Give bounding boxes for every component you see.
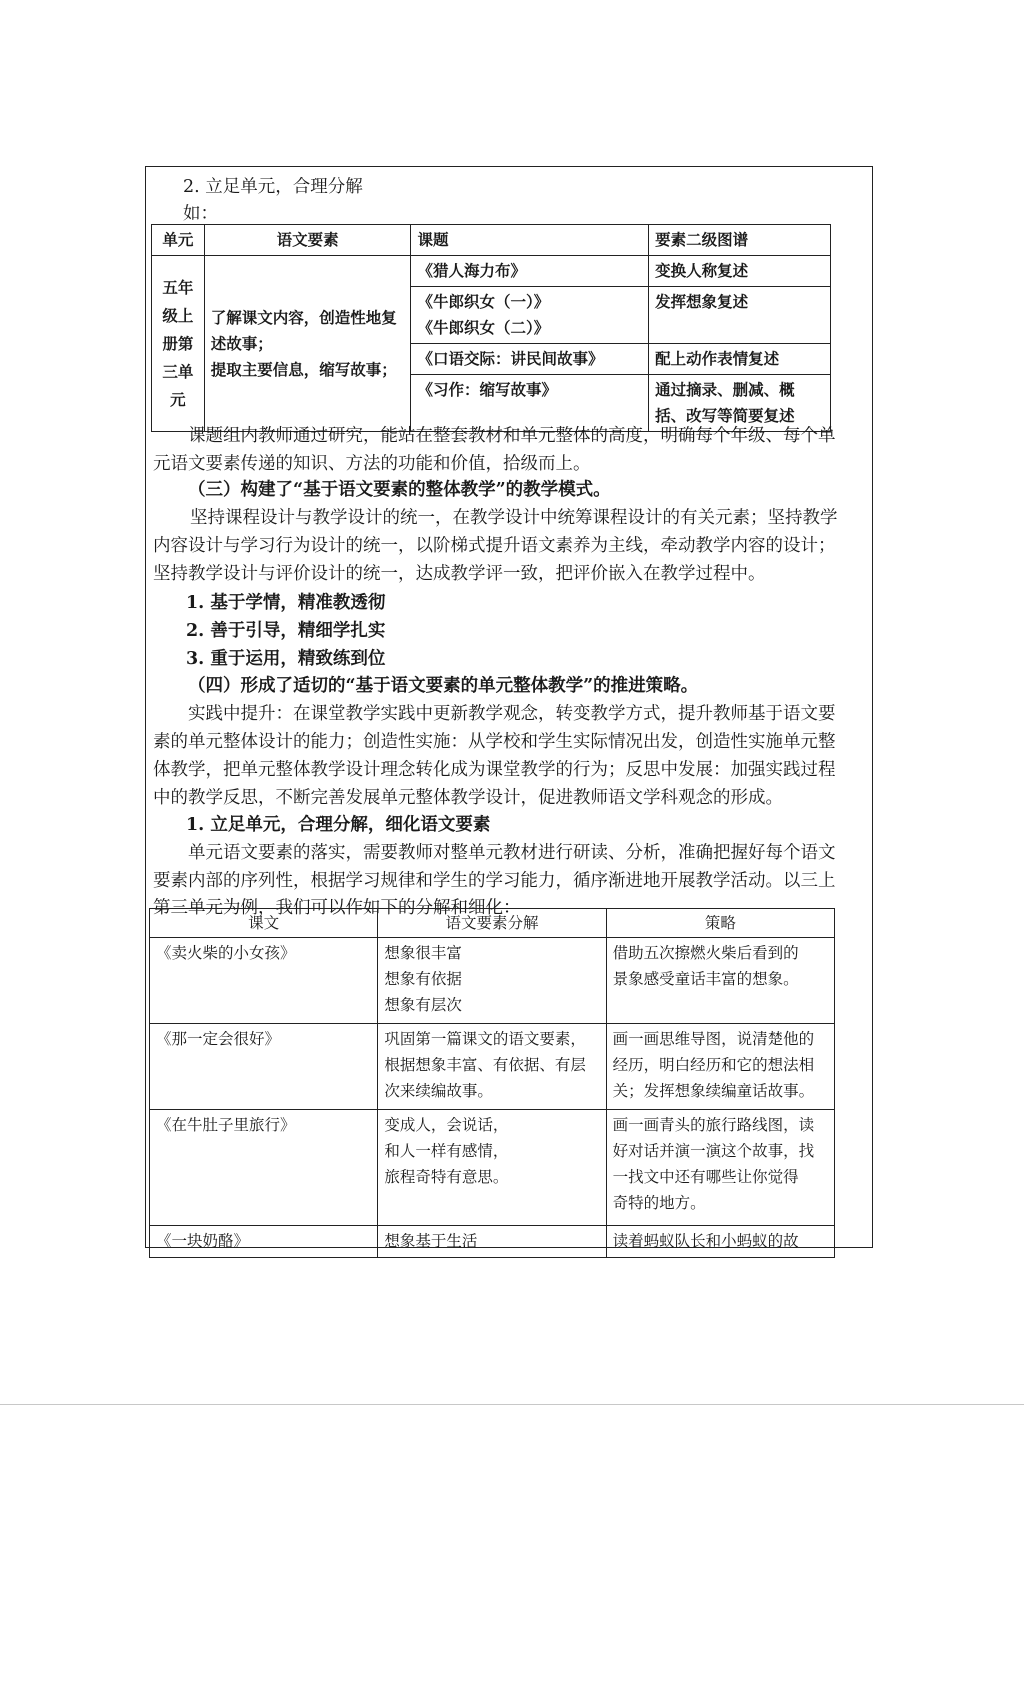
breakdown-line: 想象有层次 bbox=[384, 996, 462, 1014]
strategy-line: 借助五次擦燃火柴后看到的 bbox=[612, 944, 799, 962]
header-element: 语文要素 bbox=[204, 225, 411, 256]
paragraph-line: 中的教学反思，不断完善发展单元整体教学设计，促进教师语文学科观念的形成。 bbox=[153, 788, 783, 808]
breakdown-line: 变成人，会说话， bbox=[384, 1116, 509, 1134]
element-line: 提取主要信息，缩写故事； bbox=[210, 359, 397, 379]
skill-cell: 配上动作表情复述 bbox=[649, 344, 831, 375]
strategy-cell bbox=[606, 938, 834, 1024]
lesson-line: 《牛郎织女（一）》 bbox=[417, 292, 550, 311]
section-heading-4: （四）形成了适切的“基于语文要素的单元整体教学”的推进策略。 bbox=[188, 676, 699, 696]
skill-line: 括、改写等简要复述 bbox=[655, 406, 795, 425]
breakdown-line: 根据想象丰富、有依据、有层 bbox=[384, 1056, 586, 1074]
strategy-line: 一找文中还有哪些让你觉得 bbox=[612, 1168, 799, 1186]
point-3: 3. 重于运用，精致练到位 bbox=[186, 649, 386, 669]
lesson-cell: 《卖火柴的小女孩》 bbox=[150, 938, 378, 1024]
skill-cell: 变换人称复述 bbox=[649, 256, 831, 287]
lesson-cell bbox=[411, 287, 649, 344]
header-skill: 要素二级图谱 bbox=[649, 225, 831, 256]
breakdown-cell bbox=[378, 1024, 606, 1110]
paragraph-line: 体教学，把单元整体教学设计理念转化成为课堂教学的行为；反思中发展：加强实践过程 bbox=[153, 760, 836, 780]
strategy-cell bbox=[606, 1024, 834, 1110]
strategy-line: 好对话并演一演这个故事，找 bbox=[612, 1142, 815, 1160]
element-line: 了解课文内容，创造性地复述故事； bbox=[210, 307, 397, 353]
breakdown-line: 旅程奇特有意思。 bbox=[384, 1168, 509, 1186]
strategy-line: 经历，明白经历和它的想法相 bbox=[612, 1056, 815, 1074]
breakdown-table bbox=[149, 908, 835, 1258]
header-lesson: 课题 bbox=[411, 225, 649, 256]
header-breakdown: 语文要素分解 bbox=[378, 909, 606, 938]
item2-title: 2. 立足单元，合理分解 bbox=[183, 177, 363, 197]
header-unit: 单元 bbox=[152, 225, 205, 256]
strategy-line: 景象感受童话丰富的想象。 bbox=[612, 970, 799, 988]
breakdown-line: 想象很丰富 bbox=[384, 944, 462, 962]
breakdown-cell: 想象基于生活 bbox=[378, 1226, 606, 1258]
ru-label: 如： bbox=[183, 204, 218, 224]
point-2: 2. 善于引导，精细学扎实 bbox=[186, 621, 386, 641]
paragraph-line: 素的单元整体设计的能力；创造性实施：从学校和学生实际情况出发，创造性实施单元整 bbox=[153, 732, 836, 752]
skill-line: 通过摘录、删减、概 bbox=[655, 380, 795, 399]
paragraph-line: 坚持教学设计与评价设计的统一，达成教学评一致，把评价嵌入在教学过程中。 bbox=[153, 564, 766, 584]
paragraph-line: 课题组内教师通过研究，能站在整套教材和单元整体的高度，明确每个年级、每个单 bbox=[188, 426, 836, 446]
breakdown-line: 想象有依据 bbox=[384, 970, 462, 988]
skill-cell: 发挥想象复述 bbox=[649, 287, 831, 344]
breakdown-line: 和人一样有感情， bbox=[384, 1142, 509, 1160]
unit-cell: 五年级上册第三单元 bbox=[152, 256, 205, 432]
breakdown-cell bbox=[378, 938, 606, 1024]
scan-edge-line bbox=[0, 1404, 1024, 1405]
lesson-cell: 《一块奶酪》 bbox=[150, 1226, 378, 1258]
lesson-cell: 《那一定会很好》 bbox=[150, 1024, 378, 1110]
paragraph-line: 单元语文要素的落实，需要教师对整单元教材进行研读、分析，准确把握好每个语文 bbox=[188, 843, 836, 863]
header-text: 课文 bbox=[150, 909, 378, 938]
lesson-cell: 《习作：缩写故事》 bbox=[411, 375, 649, 432]
lesson-cell: 《在牛肚子里旅行》 bbox=[150, 1110, 378, 1226]
point-1: 1. 基于学情，精准教透彻 bbox=[186, 593, 386, 613]
paragraph-line: 元语文要素传递的知识、方法的功能和价值，拾级而上。 bbox=[153, 454, 591, 474]
paragraph-line: 实践中提升：在课堂教学实践中更新教学观念，转变教学方式，提升教师基于语文要 bbox=[188, 704, 836, 724]
strategy-cell bbox=[606, 1110, 834, 1226]
strategy-line: 关；发挥想象续编童话故事。 bbox=[612, 1082, 815, 1100]
section-heading-3: （三）构建了“基于语文要素的整体教学”的教学模式。 bbox=[188, 480, 611, 500]
breakdown-line: 次来续编故事。 bbox=[384, 1082, 493, 1100]
strategy-cell: 读着蚂蚁队长和小蚂蚁的故 bbox=[606, 1226, 834, 1258]
paragraph-line: 要素内部的序列性，根据学习规律和学生的学习能力，循序渐进地开展教学活动。以三上 bbox=[153, 871, 836, 891]
header-strategy: 策略 bbox=[606, 909, 834, 938]
breakdown-line: 巩固第一篇课文的语文要素， bbox=[384, 1030, 586, 1048]
paragraph-line: 内容设计与学习行为设计的统一，以阶梯式提升语文素养为主线，牵动教学内容的设计； bbox=[153, 536, 836, 556]
paragraph-line: 坚持课程设计与教学设计的统一，在教学设计中统筹课程设计的有关元素；坚持教学 bbox=[190, 508, 838, 528]
unit-table bbox=[151, 224, 831, 432]
lesson-line: 《牛郎织女（二）》 bbox=[417, 318, 550, 337]
lesson-cell: 《猎人海力布》 bbox=[411, 256, 649, 287]
element-cell bbox=[204, 256, 411, 432]
subsection-heading: 1. 立足单元，合理分解，细化语文要素 bbox=[186, 815, 491, 835]
strategy-line: 画一画青头的旅行路线图，读 bbox=[612, 1116, 815, 1134]
lesson-cell: 《口语交际：讲民间故事》 bbox=[411, 344, 649, 375]
strategy-line: 奇特的地方。 bbox=[612, 1194, 706, 1212]
breakdown-cell bbox=[378, 1110, 606, 1226]
paragraph-line: 第三单元为例，我们可以作如下的分解和细化： bbox=[153, 898, 521, 918]
strategy-line: 画一画思维导图，说清楚他的 bbox=[612, 1030, 815, 1048]
